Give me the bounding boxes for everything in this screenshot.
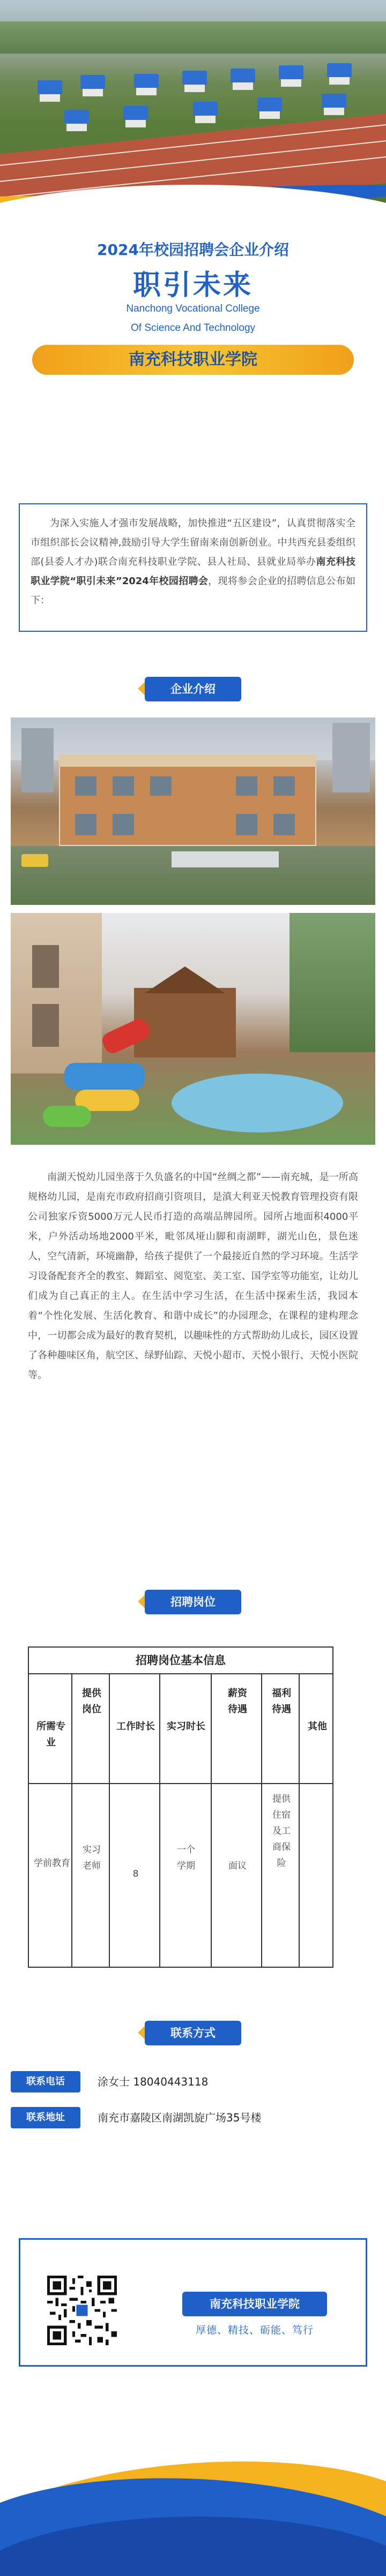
job-table-title: 招聘岗位基本信息 bbox=[28, 1646, 333, 1674]
address-label: 联系地址 bbox=[11, 2107, 80, 2128]
header-benefits: 福利待遇 bbox=[272, 1688, 291, 1715]
hero-photo-job-fair bbox=[0, 0, 386, 203]
header-internship-duration: 实习时长 bbox=[167, 1721, 205, 1732]
cell-internship-duration: 一个学期 bbox=[177, 1845, 195, 1871]
header-salary: 薪资待遇 bbox=[228, 1688, 247, 1715]
phone-label: 联系电话 bbox=[11, 2071, 80, 2092]
company-description: 南湖天悦幼儿园坐落于久负盛名的中国“丝绸之都”——南充城，是一所高规格幼儿园，是南充市政府招商引资项目，是滇大利亚天悦教育管理投资有限公司独家斥资5000万元人民币打造的高端品牌园所。园所占地面积4000平米，户外活动场地2000平米，毗邻凤垭山脚和南湖畔，湖光山色，景色迷人，空气清新，环境幽静，给孩子提供了一个最接近自然的学习环境。生活学习设备配套齐全的教室、舞蹈室、阅览室、美工室、国学室等功能室，让幼儿们成为自己真正的主人。在生活中学习生活，在生活中探索生活，我园本着“个性化发展、生活化教育、和谐中成长”的办园理念，在课程的建构理念中，一切都会成为最好的教育契机，以趣味性的方式帮助幼儿成长，园区设置了各种趣味区角，航空区、绿野仙踪、天悦小超市、天悦小银行、天悦小医院等。 bbox=[28, 1172, 358, 1381]
headline: 职引未来 bbox=[132, 269, 253, 301]
brand-name: 南充科技职业学院 bbox=[182, 2292, 327, 2316]
intro-paragraph bbox=[19, 503, 367, 632]
header-major: 所需专业 bbox=[36, 1721, 65, 1748]
section-tag-jobs: 招聘岗位 bbox=[145, 1590, 241, 1614]
intro-bold-text: 南充科技职业学院“职引未来”2024年校园招聘会 bbox=[31, 556, 355, 587]
header-work-hours: 工作时长 bbox=[116, 1721, 155, 1732]
header-position: 提供岗位 bbox=[82, 1688, 101, 1715]
english-name-line1: Nanchong Vocational College bbox=[126, 303, 260, 314]
cell-benefits: 提供住宿及工商保险 bbox=[272, 1794, 291, 1869]
phone-value: 涂女士 18040443118 bbox=[98, 2075, 209, 2088]
intro-text: 为深入实施人才强市发展战略，加快推进“五区建设”，认真贯彻落实全市组织部长会议精神,鼓励引导大学生留南来南创新创业。中共西充县委组织部(县委人才办)联合南充科技职业学院、县人社局、县就业局举办 bbox=[31, 518, 355, 568]
kindergarten-exterior-photo bbox=[11, 717, 375, 905]
section-tag-contact: 联系方式 bbox=[145, 2021, 241, 2045]
header-other: 其他 bbox=[308, 1721, 327, 1732]
cell-position: 实习老师 bbox=[83, 1845, 101, 1871]
school-motto: 厚德、精技、砺能、笃行 bbox=[195, 2324, 314, 2336]
kindergarten-playground-photo bbox=[11, 913, 375, 1145]
page-title: 2024年校园招聘会企业介绍 bbox=[97, 241, 289, 259]
cell-salary: 面议 bbox=[228, 1861, 247, 1871]
english-name-line2: Of Science And Technology bbox=[130, 322, 256, 334]
cell-work-hours: 8 bbox=[132, 1869, 139, 1879]
address-value: 南充市嘉陵区南湖凯旋广场35号楼 bbox=[98, 2111, 262, 2124]
cell-major: 学前教育 bbox=[34, 1858, 70, 1869]
section-tag-company: 企业介绍 bbox=[145, 677, 241, 701]
school-name-banner: 南充科技职业学院 bbox=[32, 345, 354, 375]
qr-code[interactable] bbox=[47, 2276, 117, 2345]
footer-decoration bbox=[0, 2442, 386, 2576]
hero-banner bbox=[0, 0, 386, 230]
intro-text-end: ，现将参会企业的招聘信息公布如下： bbox=[31, 576, 355, 606]
